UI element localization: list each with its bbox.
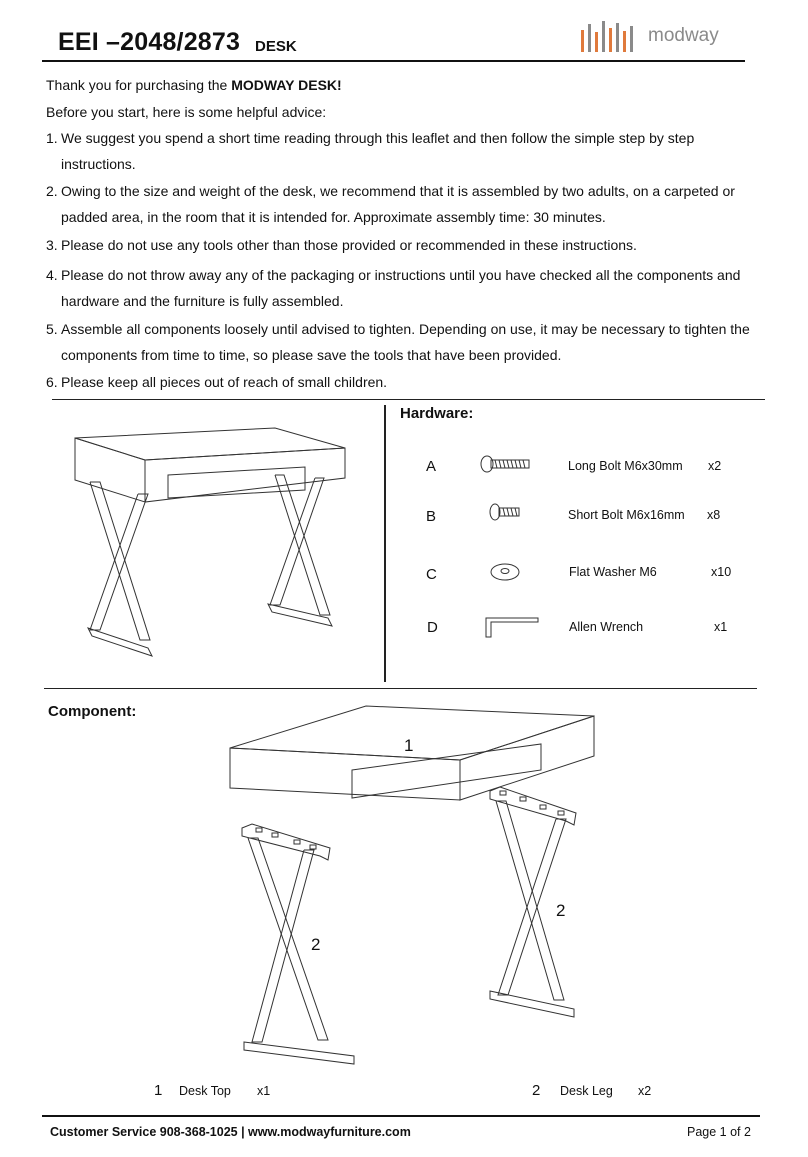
- document-title: EEI –2048/2873: [58, 28, 241, 56]
- advice-item-1-cont: instructions.: [61, 156, 136, 172]
- advice-item-4: [46, 266, 740, 284]
- product-name: MODWAY DESK: [231, 77, 338, 93]
- hardware-letter-a: A: [426, 458, 437, 475]
- advice-number: 3.: [46, 237, 58, 253]
- component-title: Component:: [48, 703, 137, 720]
- page-number: Page 1 of 2: [687, 1125, 751, 1139]
- advice-number: 4.: [46, 267, 58, 283]
- hardware-qty-d: x1: [714, 620, 728, 634]
- hardware-letter-b: B: [426, 508, 437, 525]
- assembled-desk-illustration: [70, 420, 360, 665]
- callout-leg-right: 2: [556, 901, 566, 920]
- section-divider-vertical: [384, 405, 386, 682]
- hardware-qty-a: x2: [708, 459, 722, 473]
- product-type: DESK: [255, 38, 297, 55]
- hardware-name-d: Allen Wrench: [569, 620, 644, 634]
- hardware-letter-c: C: [426, 566, 437, 583]
- desk-leg-left-illustration: [238, 820, 358, 1070]
- short-bolt-icon: [487, 500, 523, 524]
- brand-wordmark: modway: [648, 25, 719, 46]
- legend-name-2: Desk Leg: [560, 1084, 613, 1098]
- advice-item-3: [46, 236, 637, 254]
- advice-item-4-cont: hardware and the furniture is fully assembled.: [61, 293, 344, 309]
- thanks-exclaim: !: [337, 77, 342, 93]
- advice-text: Assemble all components loosely until advised to tighten. Depending on use, it may be necessary to tighten the: [61, 321, 750, 337]
- legend-number-2: 2: [532, 1082, 541, 1099]
- footer-rule: [42, 1115, 760, 1117]
- advice-item-1: [46, 129, 694, 147]
- advice-item-2-cont: padded area, in the room that it is intended for. Approximate assembly time: 30 minutes.: [61, 209, 606, 225]
- advice-text: Please keep all pieces out of reach of small children.: [61, 374, 388, 390]
- advice-item-6: [46, 373, 387, 391]
- advice-number: 1.: [46, 130, 58, 146]
- advice-text: Owing to the size and weight of the desk, we recommend that it is assembled by two adults, on a carpeted or: [61, 183, 735, 199]
- advice-number: 5.: [46, 321, 58, 337]
- thanks-text: Thank you for purchasing the: [46, 77, 232, 93]
- advice-line: Before you start, here is some helpful advice:: [46, 104, 327, 120]
- thanks-line: [46, 76, 342, 94]
- hardware-title: Hardware:: [400, 405, 474, 422]
- customer-service-line: Customer Service 908-368-1025 | www.modwayfurniture.com: [50, 1125, 411, 1139]
- advice-number: 6.: [46, 374, 58, 390]
- hardware-name-b: Short Bolt M6x16mm: [568, 508, 685, 522]
- advice-text: We suggest you spend a short time reading through this leaflet and then follow the simple step by step: [61, 130, 695, 146]
- advice-text: Please do not throw away any of the packaging or instructions until you have checked all the components and: [61, 267, 741, 283]
- callout-desk-top: 1: [404, 736, 414, 755]
- advice-item-5: [46, 320, 750, 338]
- hardware-name-a: Long Bolt M6x30mm: [568, 459, 683, 473]
- hardware-qty-c: x10: [711, 565, 732, 579]
- section-divider-middle: [44, 688, 757, 689]
- advice-number: 2.: [46, 183, 58, 199]
- hardware-name-c: Flat Washer M6: [569, 565, 657, 579]
- hardware-letter-d: D: [427, 619, 438, 636]
- long-bolt-icon: [478, 452, 533, 476]
- legend-number-1: 1: [154, 1082, 163, 1099]
- legend-qty-1: x1: [257, 1084, 271, 1098]
- desk-leg-right-illustration: [486, 785, 586, 1030]
- legend-qty-2: x2: [638, 1084, 652, 1098]
- allen-wrench-icon: [482, 614, 542, 640]
- advice-item-2: [46, 182, 735, 200]
- advice-item-5-cont: components from time to time, so please save the tools that have been provided.: [61, 347, 562, 363]
- hardware-qty-b: x8: [707, 508, 721, 522]
- washer-icon: [488, 560, 522, 584]
- section-divider-top: [52, 399, 765, 400]
- header-rule: [42, 60, 745, 62]
- callout-leg-left: 2: [311, 935, 321, 954]
- advice-text: Please do not use any tools other than those provided or recommended in these instructions.: [61, 237, 637, 253]
- legend-name-1: Desk Top: [179, 1084, 231, 1098]
